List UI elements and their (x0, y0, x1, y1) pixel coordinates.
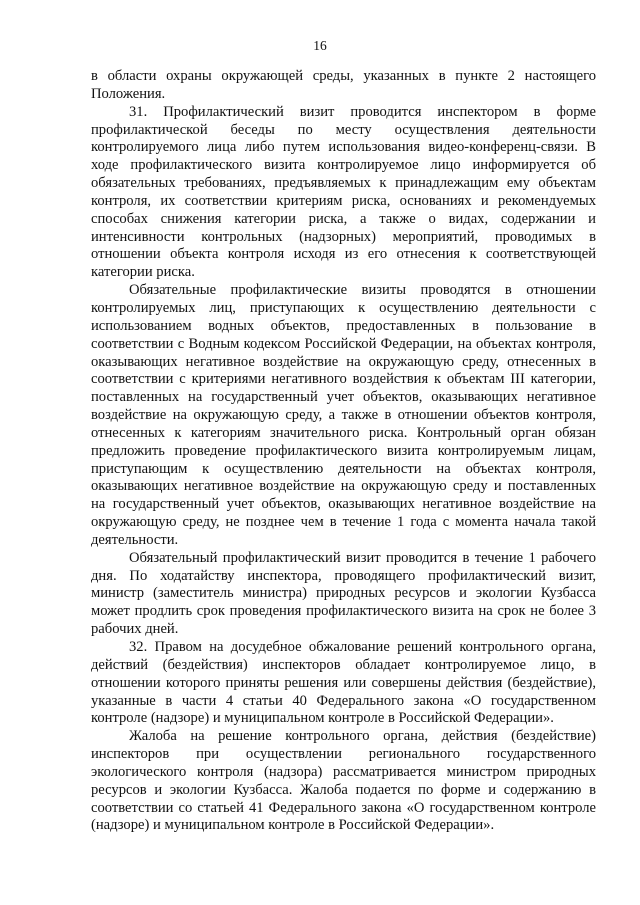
page-number: 16 (313, 38, 327, 53)
document-body (91, 68, 596, 835)
paragraph-continuation: в области охраны окружающей среды, указанных в пункте 2 настоящего Положения. (91, 68, 596, 102)
paragraph-clause-32: 32. Правом на досудебное обжалование решений контрольного органа, действий (бездействия) инспекторов обладает контролируемое лицо, в отношении которого приняты решения или совершены действия (бездействие), указанные в части 4 статьи 40 Федерального закона «О государственном контроле (надзоре) и муниципальном контроле в Российской Федерации». (91, 639, 596, 727)
paragraph-visit-duration: Обязательный профилактический визит проводится в течение 1 рабочего дня. По ходатайству инспектора, проводящего профилактический визит, министр (заместитель министра) природных ресурсов и экологии Кузбасса может продлить срок проведения профилактического визита на срок не более 3 рабочих дней. (91, 549, 596, 638)
paragraph-clause-31: 31. Профилактический визит проводится инспектором в форме профилактической беседы по месту осуществления деятельности контролируемого лица либо путем использования видео-конференц-связи. В ходе профилактического визита контролируемое лицо информируется об обязательных требованиях, предъявляемых к принадлежащим ему объектам контроля, их соответствии критериям риска, основаниях и рекомендуемых способах снижения категории риска, а также о видах, содержании и интенсивности контрольных (надзорных) мероприятий, проводимых в отношении объекта контроля исходя из его отнесения к соответствующей категории риска. (91, 103, 596, 281)
paragraph-mandatory-visits: Обязательные профилактические визиты проводятся в отношении контролируемых лиц, приступающих к осуществлению деятельности с использованием водных объектов, предоставленных в пользование в соответствии с Водным кодексом Российской Федерации, на объектах контроля, оказывающих негативное воздействие на окружающую среду, отнесенных в соответствии с критериями негативного воздействия к объектам III категории, поставленных на государственный учет объектов, оказывающих негативное воздействие на окружающую среду, а также в отношении объектов контроля, отнесенных к категориям значительного риска. Контрольный орган обязан предложить проведение профилактического визита контролируемым лицам, приступающим к осуществлению деятельности на объектах контроля, оказывающих негативное воздействие на окружающую среду и поставленных на государственный учет объектов, оказывающих негативное воздействие на окружающую среду, не позднее чем в течение 1 года с момента начала такой деятельности. (91, 282, 596, 548)
paragraph-complaint: Жалоба на решение контрольного органа, действия (бездействие) инспекторов при осуществлении регионального государственного экологического контроля (надзора) рассматривается министром природных ресурсов и экологии Кузбасса. Жалоба подается по форме и содержанию в соответствии со статьей 41 Федерального закона «О государственном контроле (надзоре) и муниципальном контроле в Российской Федерации». (91, 728, 596, 834)
